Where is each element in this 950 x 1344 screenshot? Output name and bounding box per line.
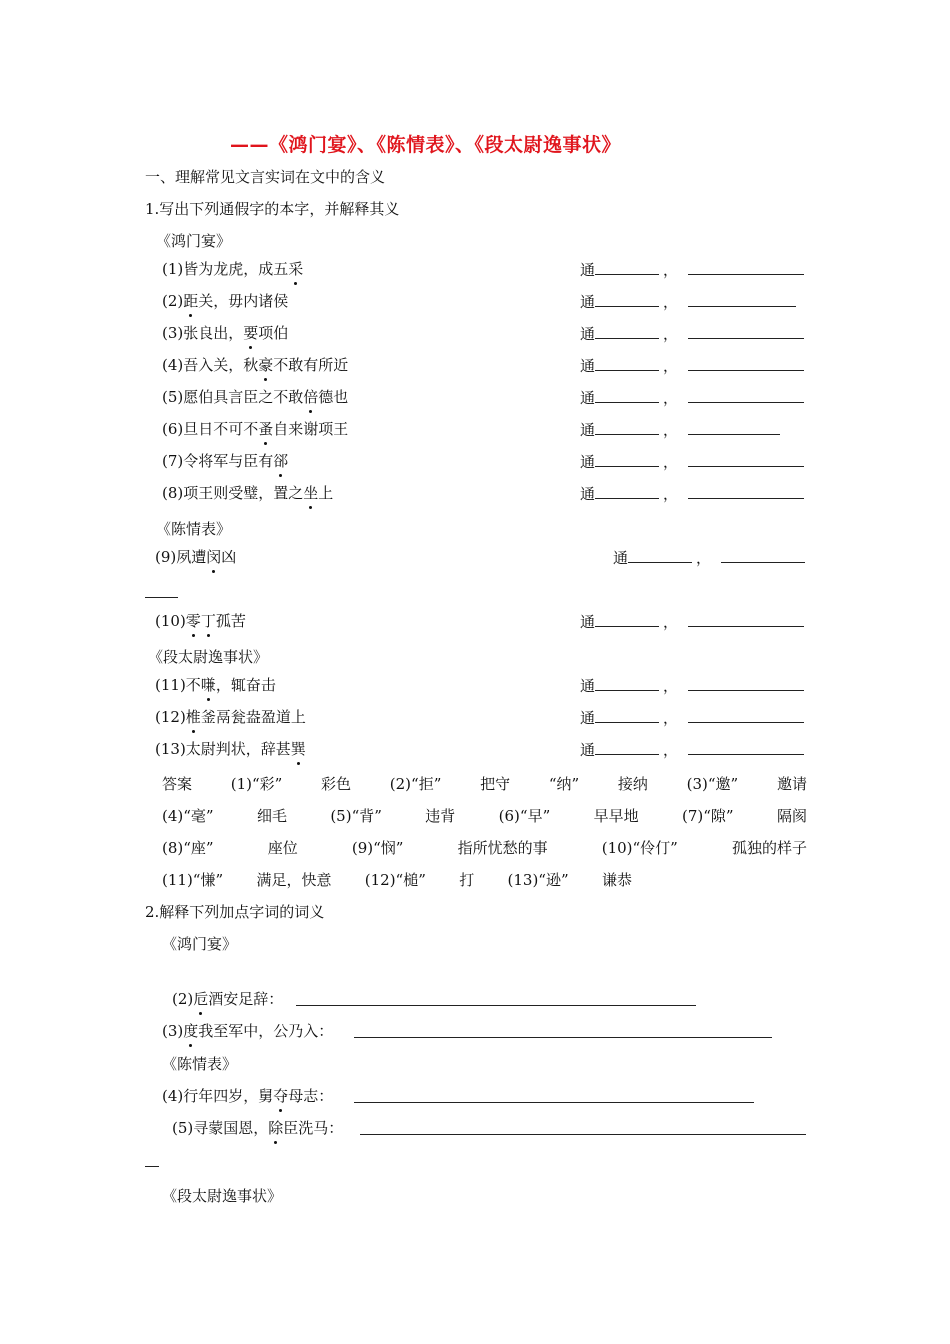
q1-item <box>155 707 306 727</box>
answer-blank-row[interactable] <box>613 547 805 568</box>
q1-item <box>155 739 306 759</box>
meaning-blank[interactable] <box>688 291 796 307</box>
answer-blank-row[interactable] <box>580 419 780 440</box>
dotted-word <box>186 612 216 630</box>
answer-blank-row[interactable] <box>580 291 796 312</box>
meaning-blank[interactable] <box>688 387 804 403</box>
q1-item <box>162 451 288 471</box>
q1-item <box>162 355 348 375</box>
item-text: (13)太尉判状，辞甚 <box>155 740 291 758</box>
answer-token: (6)“早” <box>498 807 551 825</box>
item-text: 酒安足辞： <box>208 990 284 1008</box>
page-title: ——《鸿门宴》、《陈情表》、《段太尉逸事状》 <box>230 134 622 156</box>
q1-item <box>162 291 288 311</box>
tong-label: 通 <box>580 293 596 311</box>
dotted-word <box>201 676 216 694</box>
dotted-word <box>258 420 273 438</box>
answer-blank-row[interactable] <box>580 355 804 376</box>
original-char-blank[interactable] <box>595 675 659 691</box>
meaning-blank[interactable] <box>688 483 804 499</box>
dotted-word <box>243 324 258 342</box>
answer-token: 座位 <box>267 839 298 857</box>
q2-item <box>162 1086 333 1106</box>
tong-label: 通 <box>580 325 596 343</box>
emphasis-dot-char: 倍 <box>303 388 319 406</box>
answer-token: 满足，快意 <box>256 871 332 889</box>
item-text: (5)愿伯具言臣之不敢 <box>162 388 304 406</box>
comma: ， <box>663 389 679 407</box>
tong-label: 通 <box>580 677 596 695</box>
meaning-blank[interactable] <box>688 739 804 755</box>
item-text: (4)行年四岁，舅 <box>162 1087 274 1105</box>
dotted-word <box>273 1087 288 1105</box>
answer-token: (4)“毫” <box>162 807 214 825</box>
comma: ， <box>663 677 679 695</box>
question-1-heading: 1.写出下列通假字的本字，并解释其义 <box>145 200 400 218</box>
tong-label: 通 <box>613 549 629 567</box>
answer-token: 孤独的样子 <box>731 839 807 857</box>
item-text: 上 <box>318 484 334 502</box>
answer-row <box>162 870 632 890</box>
item-text: 自来谢项王 <box>273 420 349 438</box>
comma: ， <box>663 293 679 311</box>
original-char-blank[interactable] <box>595 355 659 371</box>
dotted-word <box>303 484 318 502</box>
original-char-blank[interactable] <box>628 547 692 563</box>
answer-token: 把守 <box>480 775 511 793</box>
answer-row <box>162 774 807 794</box>
q1-item <box>162 259 303 279</box>
item-text: (8)项王则受璧，置之 <box>162 484 304 502</box>
meaning-blank[interactable] <box>688 259 804 275</box>
continuation-line <box>145 597 178 598</box>
original-char-blank[interactable] <box>595 707 659 723</box>
q1-item <box>155 675 276 695</box>
answer-blank-row[interactable] <box>580 675 804 696</box>
dotted-word <box>273 452 288 470</box>
q1-item <box>162 387 348 407</box>
tong-label: 通 <box>580 613 596 631</box>
item-text: (3)张良出， <box>162 324 244 342</box>
emphasis-dot-char: 坐 <box>303 484 319 502</box>
comma: ， <box>663 261 679 279</box>
q1-item <box>162 483 333 503</box>
comma: ， <box>663 421 679 439</box>
emphasis-dot-char: 蚤 <box>258 420 274 438</box>
answer-blank-row[interactable] <box>580 611 804 632</box>
comma: ， <box>696 549 712 567</box>
answer-blank-row[interactable] <box>580 451 804 472</box>
dotted-word <box>206 548 221 566</box>
emphasis-dot-char: 椎 <box>185 708 201 726</box>
comma: ， <box>663 325 679 343</box>
tong-label: 通 <box>580 485 596 503</box>
answer-token: (7)“隙” <box>681 807 734 825</box>
emphasis-dot-char: 嗛 <box>200 676 216 694</box>
answer-row <box>162 806 807 826</box>
item-text: 釜鬲瓮盎盈道上 <box>200 708 306 726</box>
original-char-blank[interactable] <box>595 739 659 755</box>
book-title-chenqing-2: 《陈情表》 <box>162 1055 238 1073</box>
item-text: (2) <box>172 990 194 1008</box>
emphasis-dot-char: 距 <box>183 292 199 310</box>
answer-token: (12)“槌” <box>364 871 426 889</box>
tong-label: 通 <box>580 453 596 471</box>
item-text: 凶 <box>221 548 237 566</box>
comma: ， <box>663 613 679 631</box>
q1-item <box>162 323 288 343</box>
answer-blank-row[interactable] <box>580 323 804 344</box>
book-title-chenqing: 《陈情表》 <box>156 520 232 538</box>
answer-token: (3)“邀” <box>686 775 739 793</box>
answer-token: (9)“悯” <box>351 839 404 857</box>
q2-item <box>172 1118 343 1138</box>
tong-label: 通 <box>580 357 596 375</box>
item-text: 臣洗马： <box>283 1119 344 1137</box>
original-char-blank[interactable] <box>595 483 659 499</box>
dotted-word <box>288 260 303 278</box>
item-text: (11)不 <box>155 676 201 694</box>
item-text: ，辄奋击 <box>215 676 276 694</box>
meaning-blank[interactable] <box>688 355 804 371</box>
item-text: 我至军中，公乃入： <box>198 1022 334 1040</box>
emphasis-dot-char: 郤 <box>273 452 289 470</box>
q2-item <box>162 1021 333 1041</box>
q1-item <box>155 611 246 631</box>
emphasis-dot-char: 除 <box>268 1119 284 1137</box>
emphasis-dot-char: 闵 <box>206 548 222 566</box>
answer-token: 细毛 <box>256 807 287 825</box>
item-text: 母志： <box>288 1087 334 1105</box>
emphasis-dot-char: 采 <box>288 260 304 278</box>
item-text: (4)吾入关，秋 <box>162 356 259 374</box>
original-char-blank[interactable] <box>595 259 659 275</box>
meaning-blank[interactable] <box>721 547 805 563</box>
meaning-blank[interactable] <box>688 611 804 627</box>
answer-token: 隔阂 <box>776 807 807 825</box>
q1-item <box>162 419 348 439</box>
original-char-blank[interactable] <box>595 387 659 403</box>
tong-label: 通 <box>580 741 596 759</box>
comma: ， <box>663 357 679 375</box>
dotted-word <box>303 388 318 406</box>
emphasis-dot-char: 零 <box>185 612 201 630</box>
emphasis-dot-char: 丁 <box>200 612 216 630</box>
answer-token: (10)“伶仃” <box>601 839 678 857</box>
original-char-blank[interactable] <box>595 323 659 339</box>
answer-blank-row[interactable] <box>580 707 804 728</box>
answer-token: 接纳 <box>617 775 648 793</box>
answer-blank-row[interactable] <box>580 259 804 280</box>
item-text: 项伯 <box>258 324 289 342</box>
item-text: 孤苦 <box>215 612 246 630</box>
answer-token: (5)“背” <box>330 807 382 825</box>
q2-item <box>172 989 283 1009</box>
item-text: 不敢有所近 <box>273 356 349 374</box>
dotted-word <box>268 1119 283 1137</box>
q2-answer-line[interactable] <box>354 1037 772 1038</box>
q2-answer-line[interactable] <box>354 1102 754 1103</box>
comma: ， <box>663 453 679 471</box>
book-title-hongmen: 《鸿门宴》 <box>156 232 232 250</box>
section-heading: 一、理解常见文言实词在文中的含义 <box>145 168 386 186</box>
q1-item <box>155 547 236 567</box>
answer-token: “纳” <box>548 775 580 793</box>
emphasis-dot-char: 豪 <box>258 356 274 374</box>
item-text: (6)旦日不可不 <box>162 420 259 438</box>
meaning-blank[interactable] <box>688 451 804 467</box>
answer-token: (11)“慊” <box>162 871 224 889</box>
answer-blank-row[interactable] <box>580 483 804 504</box>
item-text: (1)皆为龙虎，成五 <box>162 260 289 278</box>
emphasis-dot-char: 要 <box>243 324 259 342</box>
q2-answer-line[interactable] <box>360 1134 806 1135</box>
original-char-blank[interactable] <box>595 419 659 435</box>
answer-blank-row[interactable] <box>580 387 804 408</box>
item-text: (9)夙遭 <box>155 548 207 566</box>
answer-token: 违背 <box>425 807 456 825</box>
dotted-word <box>291 740 306 758</box>
tong-label: 通 <box>580 421 596 439</box>
dotted-word <box>193 990 208 1008</box>
answer-token: 指所忧愁的事 <box>457 839 548 857</box>
answer-token: 早早地 <box>593 807 639 825</box>
item-text: (3) <box>162 1022 184 1040</box>
item-text: (12) <box>155 708 186 726</box>
tong-label: 通 <box>580 389 596 407</box>
emphasis-dot-char: 巽 <box>290 740 306 758</box>
answer-token: 答案 <box>162 775 193 793</box>
dotted-word <box>258 356 273 374</box>
answer-token: 谦恭 <box>601 871 632 889</box>
dotted-word <box>186 708 201 726</box>
comma: ， <box>663 709 679 727</box>
comma: ， <box>663 485 679 503</box>
answer-token: 邀请 <box>776 775 807 793</box>
emphasis-dot-char: 度 <box>183 1022 199 1040</box>
meaning-blank[interactable] <box>688 675 804 691</box>
answer-blank-row[interactable] <box>580 739 804 760</box>
item-text: (7)令将军与臣有 <box>162 452 274 470</box>
meaning-blank[interactable] <box>688 419 780 435</box>
original-char-blank[interactable] <box>595 451 659 467</box>
answer-token: 打 <box>459 871 475 889</box>
original-char-blank[interactable] <box>595 611 659 627</box>
answer-token: (13)“逊” <box>507 871 569 889</box>
item-text: 关，毋内诸侯 <box>198 292 289 310</box>
book-title-duan: 《段太尉逸事状》 <box>148 648 269 666</box>
meaning-blank[interactable] <box>688 323 804 339</box>
dotted-word <box>183 292 198 310</box>
q2-answer-line[interactable] <box>296 1005 696 1006</box>
item-text: (10) <box>155 612 186 630</box>
meaning-blank[interactable] <box>688 707 804 723</box>
book-title-duan-2: 《段太尉逸事状》 <box>162 1187 283 1205</box>
comma: ， <box>663 741 679 759</box>
answer-row <box>162 838 807 858</box>
answer-token: (1)“彩” <box>230 775 283 793</box>
answer-token: (8)“座” <box>162 839 214 857</box>
continuation-line <box>145 1166 159 1167</box>
tong-label: 通 <box>580 261 596 279</box>
item-text: 德也 <box>318 388 349 406</box>
tong-label: 通 <box>580 709 596 727</box>
original-char-blank[interactable] <box>595 291 659 307</box>
item-text: (2) <box>162 292 184 310</box>
question-2-heading: 2.解释下列加点字词的词义 <box>145 903 325 921</box>
emphasis-dot-char: 夺 <box>273 1087 289 1105</box>
answer-token: 彩色 <box>321 775 352 793</box>
answer-token: (2)“拒” <box>389 775 442 793</box>
item-text: (5)寻蒙国恩， <box>172 1119 269 1137</box>
book-title-hongmen-2: 《鸿门宴》 <box>162 935 238 953</box>
emphasis-dot-char: 卮 <box>193 990 209 1008</box>
dotted-word <box>183 1022 198 1040</box>
